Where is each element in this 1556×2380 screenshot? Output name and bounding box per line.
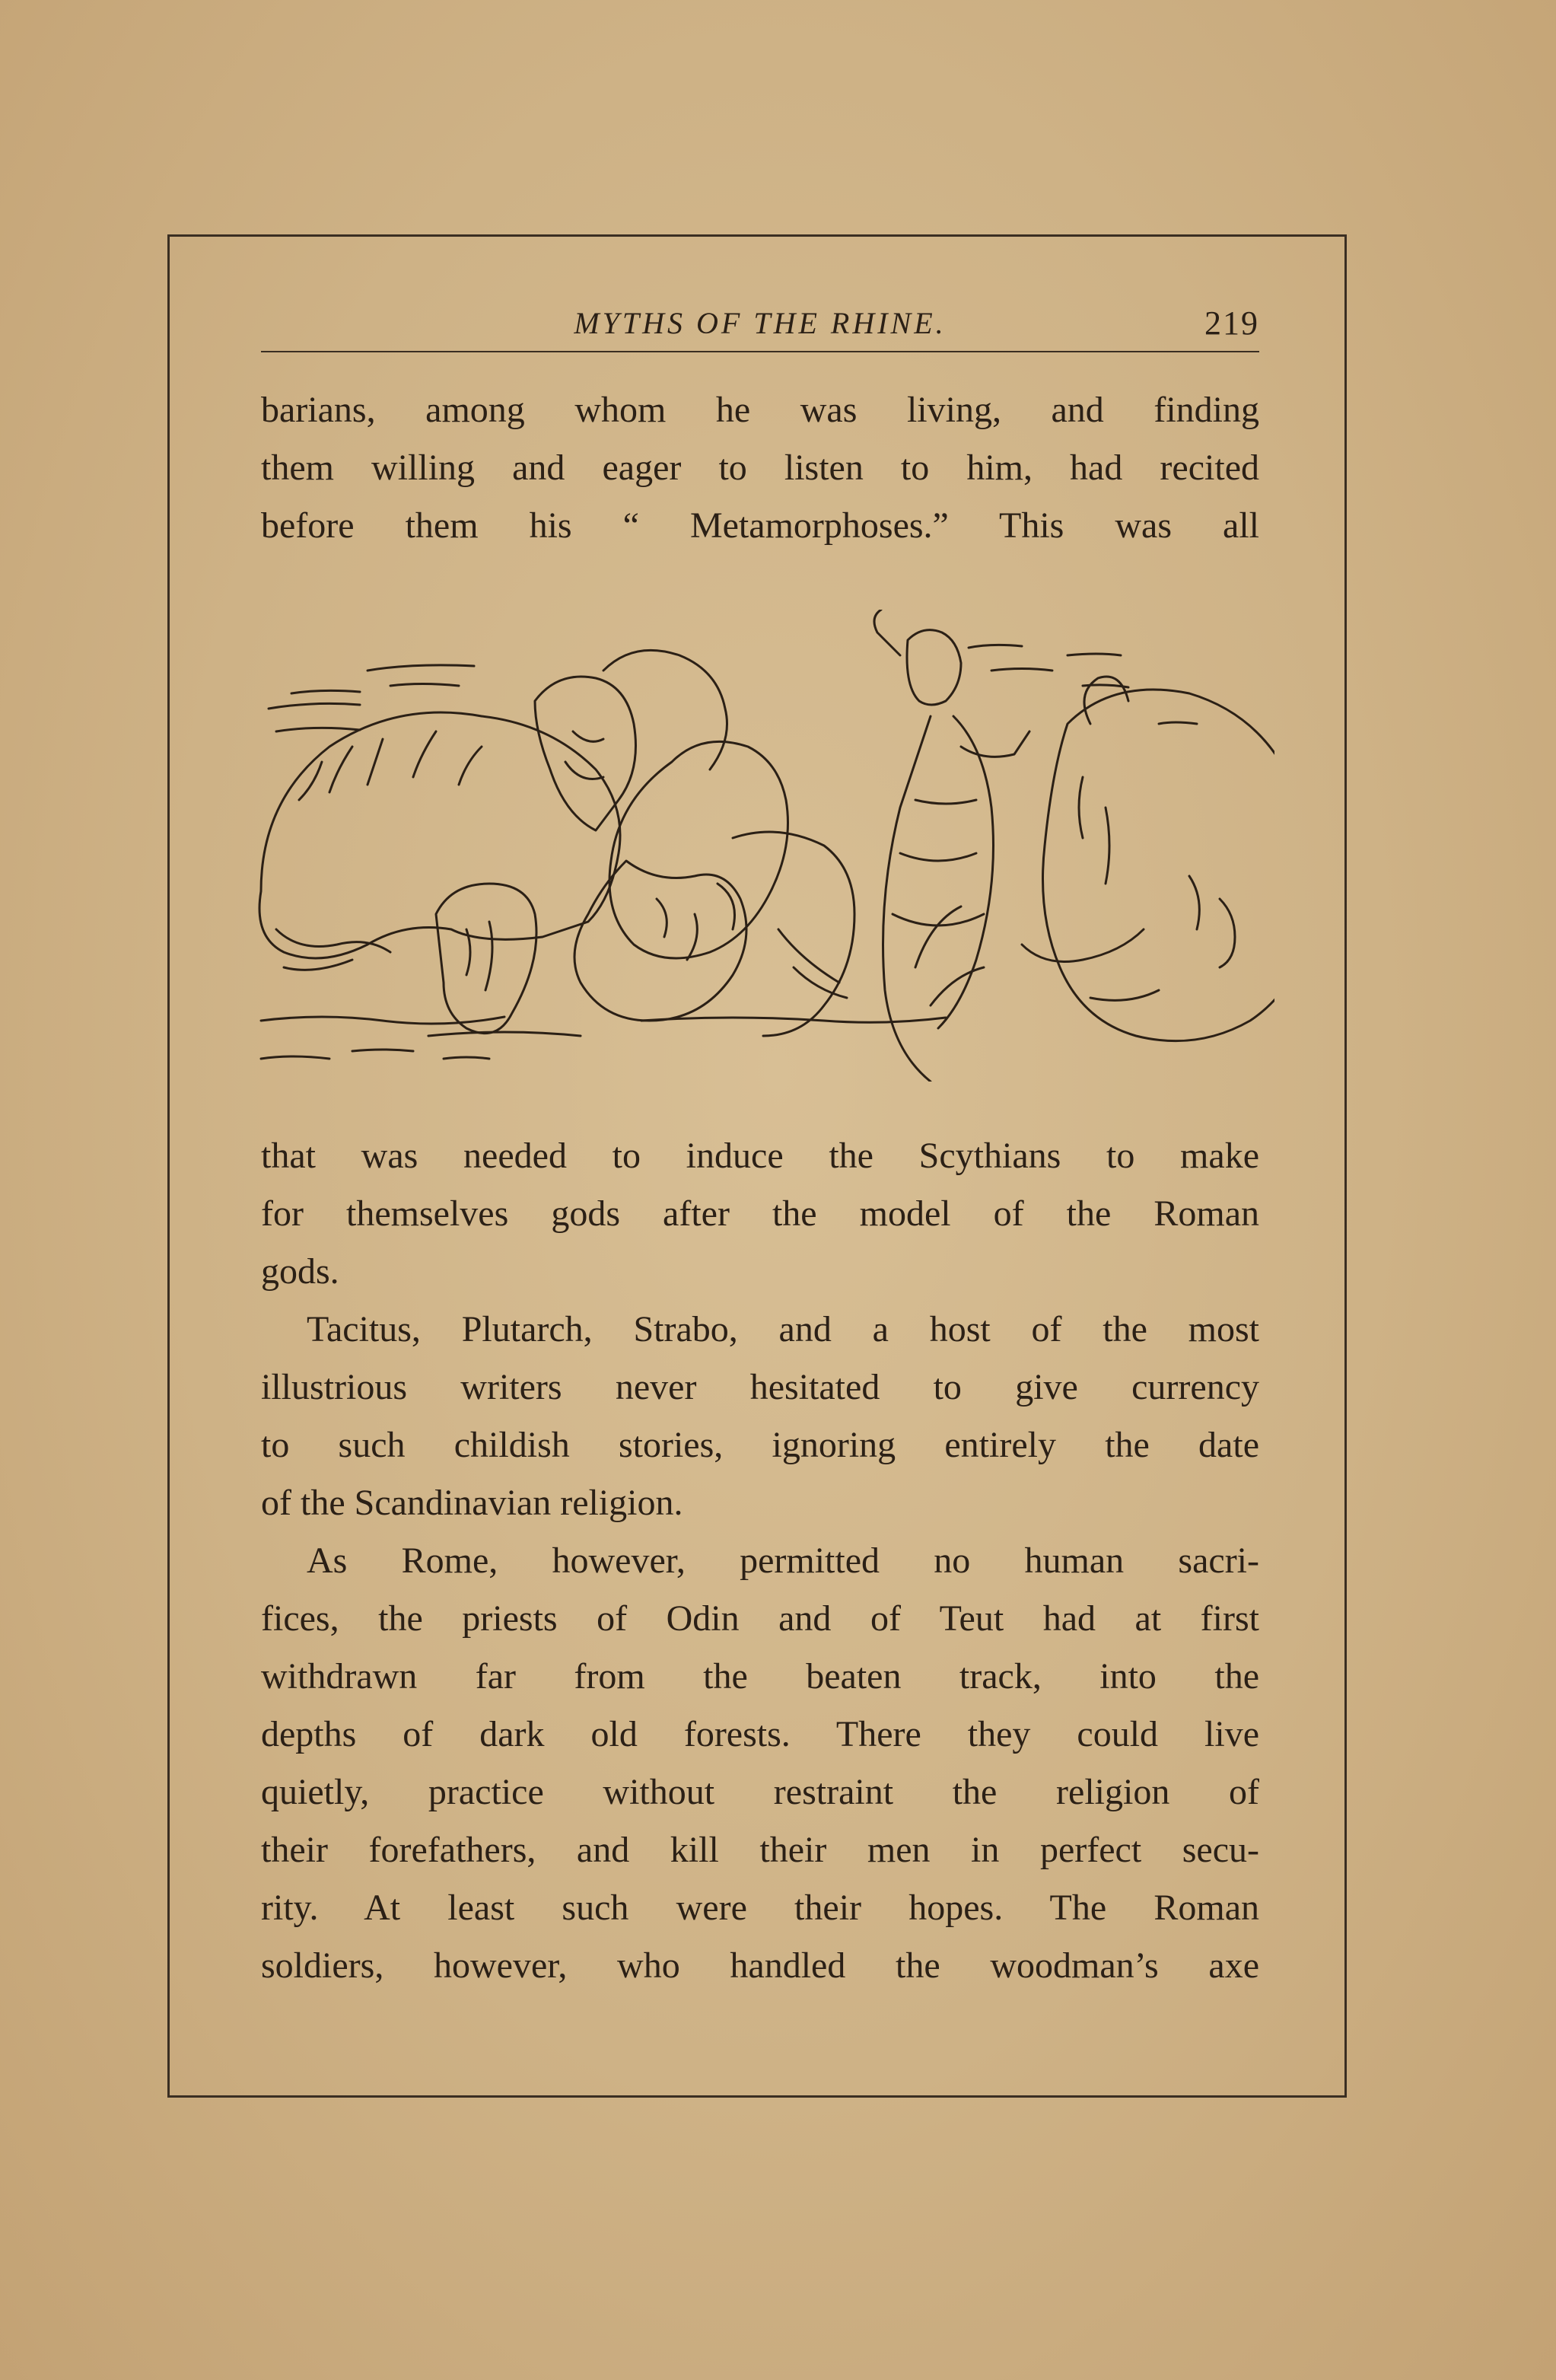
text-bottom: [261, 1127, 1259, 1995]
text-line: that was needed to induce the Scythians to make: [261, 1136, 1259, 1176]
text-line: before them his “ Metamorphoses.” This was all: [261, 505, 1259, 546]
text-top: [261, 381, 1259, 555]
text-line: barians, among whom he was living, and finding: [261, 390, 1259, 430]
text-line: their forefathers, and kill their men in perfect secu-: [261, 1830, 1259, 1870]
text-line: for themselves gods after the model of the Roman: [261, 1193, 1259, 1234]
text-line: gods.: [261, 1251, 339, 1292]
page-frame: [167, 234, 1347, 2098]
text-line: depths of dark old forests. There they could live: [261, 1714, 1259, 1754]
page-number: 219: [1204, 304, 1259, 342]
text-line: of the Scandinavian religion.: [261, 1483, 683, 1523]
text-line: rity. At least such were their hopes. The Roman: [261, 1888, 1259, 1928]
text-line: to such childish stories, ignoring entirely the date: [261, 1425, 1259, 1465]
running-head: [261, 298, 1259, 352]
text-line: fices, the priests of Odin and of Teut had at first: [261, 1598, 1259, 1639]
running-title: MYTHS OF THE RHINE.: [574, 306, 947, 340]
illustration-engraving: [246, 610, 1274, 1082]
text-line: withdrawn far from the beaten track, into the: [261, 1656, 1259, 1697]
text-line: illustrious writers never hesitated to give currency: [261, 1367, 1259, 1407]
text-line: As Rome, however, permitted no human sacri-: [307, 1540, 1259, 1581]
text-line: them willing and eager to listen to him, had recited: [261, 448, 1259, 488]
text-line: soldiers, however, who handled the woodman’s axe: [261, 1945, 1259, 1986]
text-line: Tacitus, Plutarch, Strabo, and a host of the most: [307, 1309, 1259, 1349]
text-line: quietly, practice without restraint the religion of: [261, 1772, 1259, 1812]
engraving-drawing: [246, 610, 1274, 1082]
